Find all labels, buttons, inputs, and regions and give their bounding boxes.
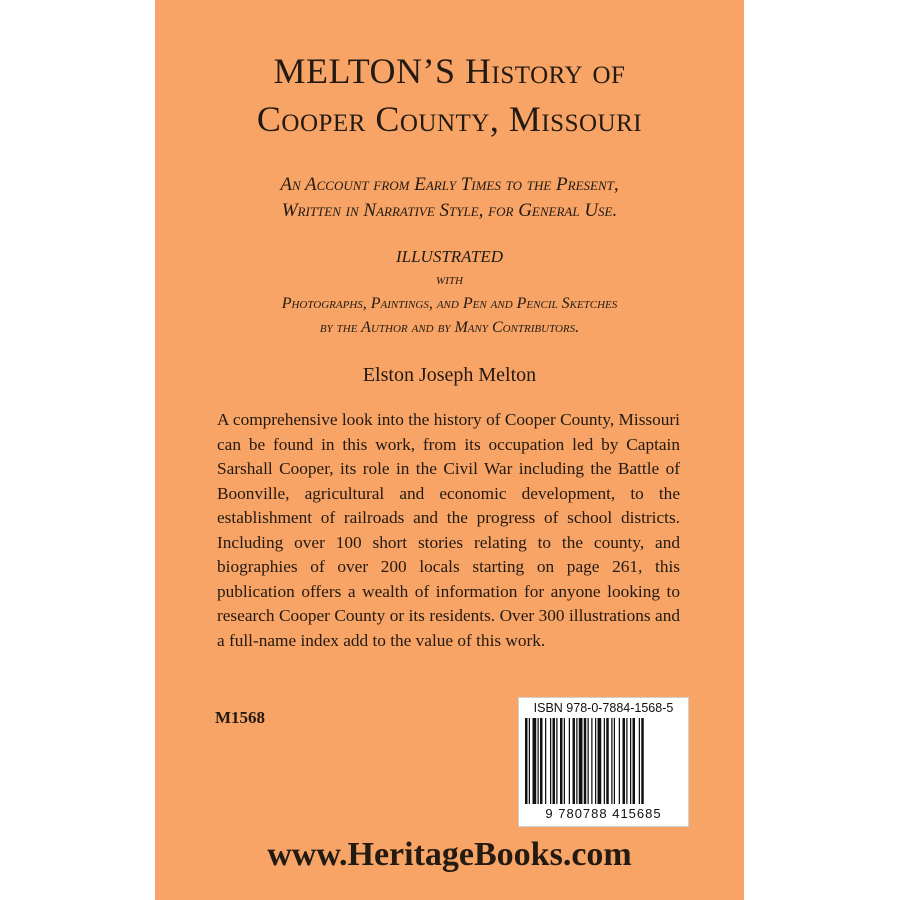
- illustrated-line-3: Photographs, Paintings, and Pen and Pencil Sketches: [281, 295, 618, 312]
- book-title-line-2: Cooper County, Missouri: [256, 99, 643, 139]
- author-name: Elston Joseph Melton: [362, 364, 537, 386]
- publisher-website: www.HeritageBooks.com: [267, 836, 632, 873]
- illustrated-label: ILLUSTRATED: [395, 247, 504, 266]
- subtitle-line-2: Written in Narrative Style, for General Use.: [281, 200, 618, 221]
- book-back-cover: [155, 0, 744, 900]
- catalog-code: M1568: [215, 708, 266, 727]
- illustrated-line-4: by the Author and by Many Contributors.: [319, 319, 580, 336]
- subtitle-line-1: An Account from Early Times to the Present,: [280, 174, 619, 195]
- barcode-bars: [525, 718, 682, 804]
- isbn-label: ISBN 978-0-7884-1568-5: [533, 701, 674, 715]
- illustrated-with: with: [436, 271, 463, 288]
- isbn-barcode: [518, 697, 689, 827]
- book-title-line-1: MELTON’S History of: [273, 51, 626, 91]
- book-description: A comprehensive look into the history of Cooper County, Missouri can be found in this work, from its occupation led by Captain Sarshall Cooper, its role in the Civil War including the Battle of Boonville, agricultural and economic development, to the establishment of railroads and the progress of school districts. Including over 100 short stories relating to the county, and biographies of over 200 locals starting on page 261, this publication offers a wealth of information for anyone looking to research Cooper County or its residents. Over 300 illustrations and a full-name index add to the value of this work.: [217, 410, 680, 650]
- barcode-digits: 9 780788 415685: [545, 806, 662, 821]
